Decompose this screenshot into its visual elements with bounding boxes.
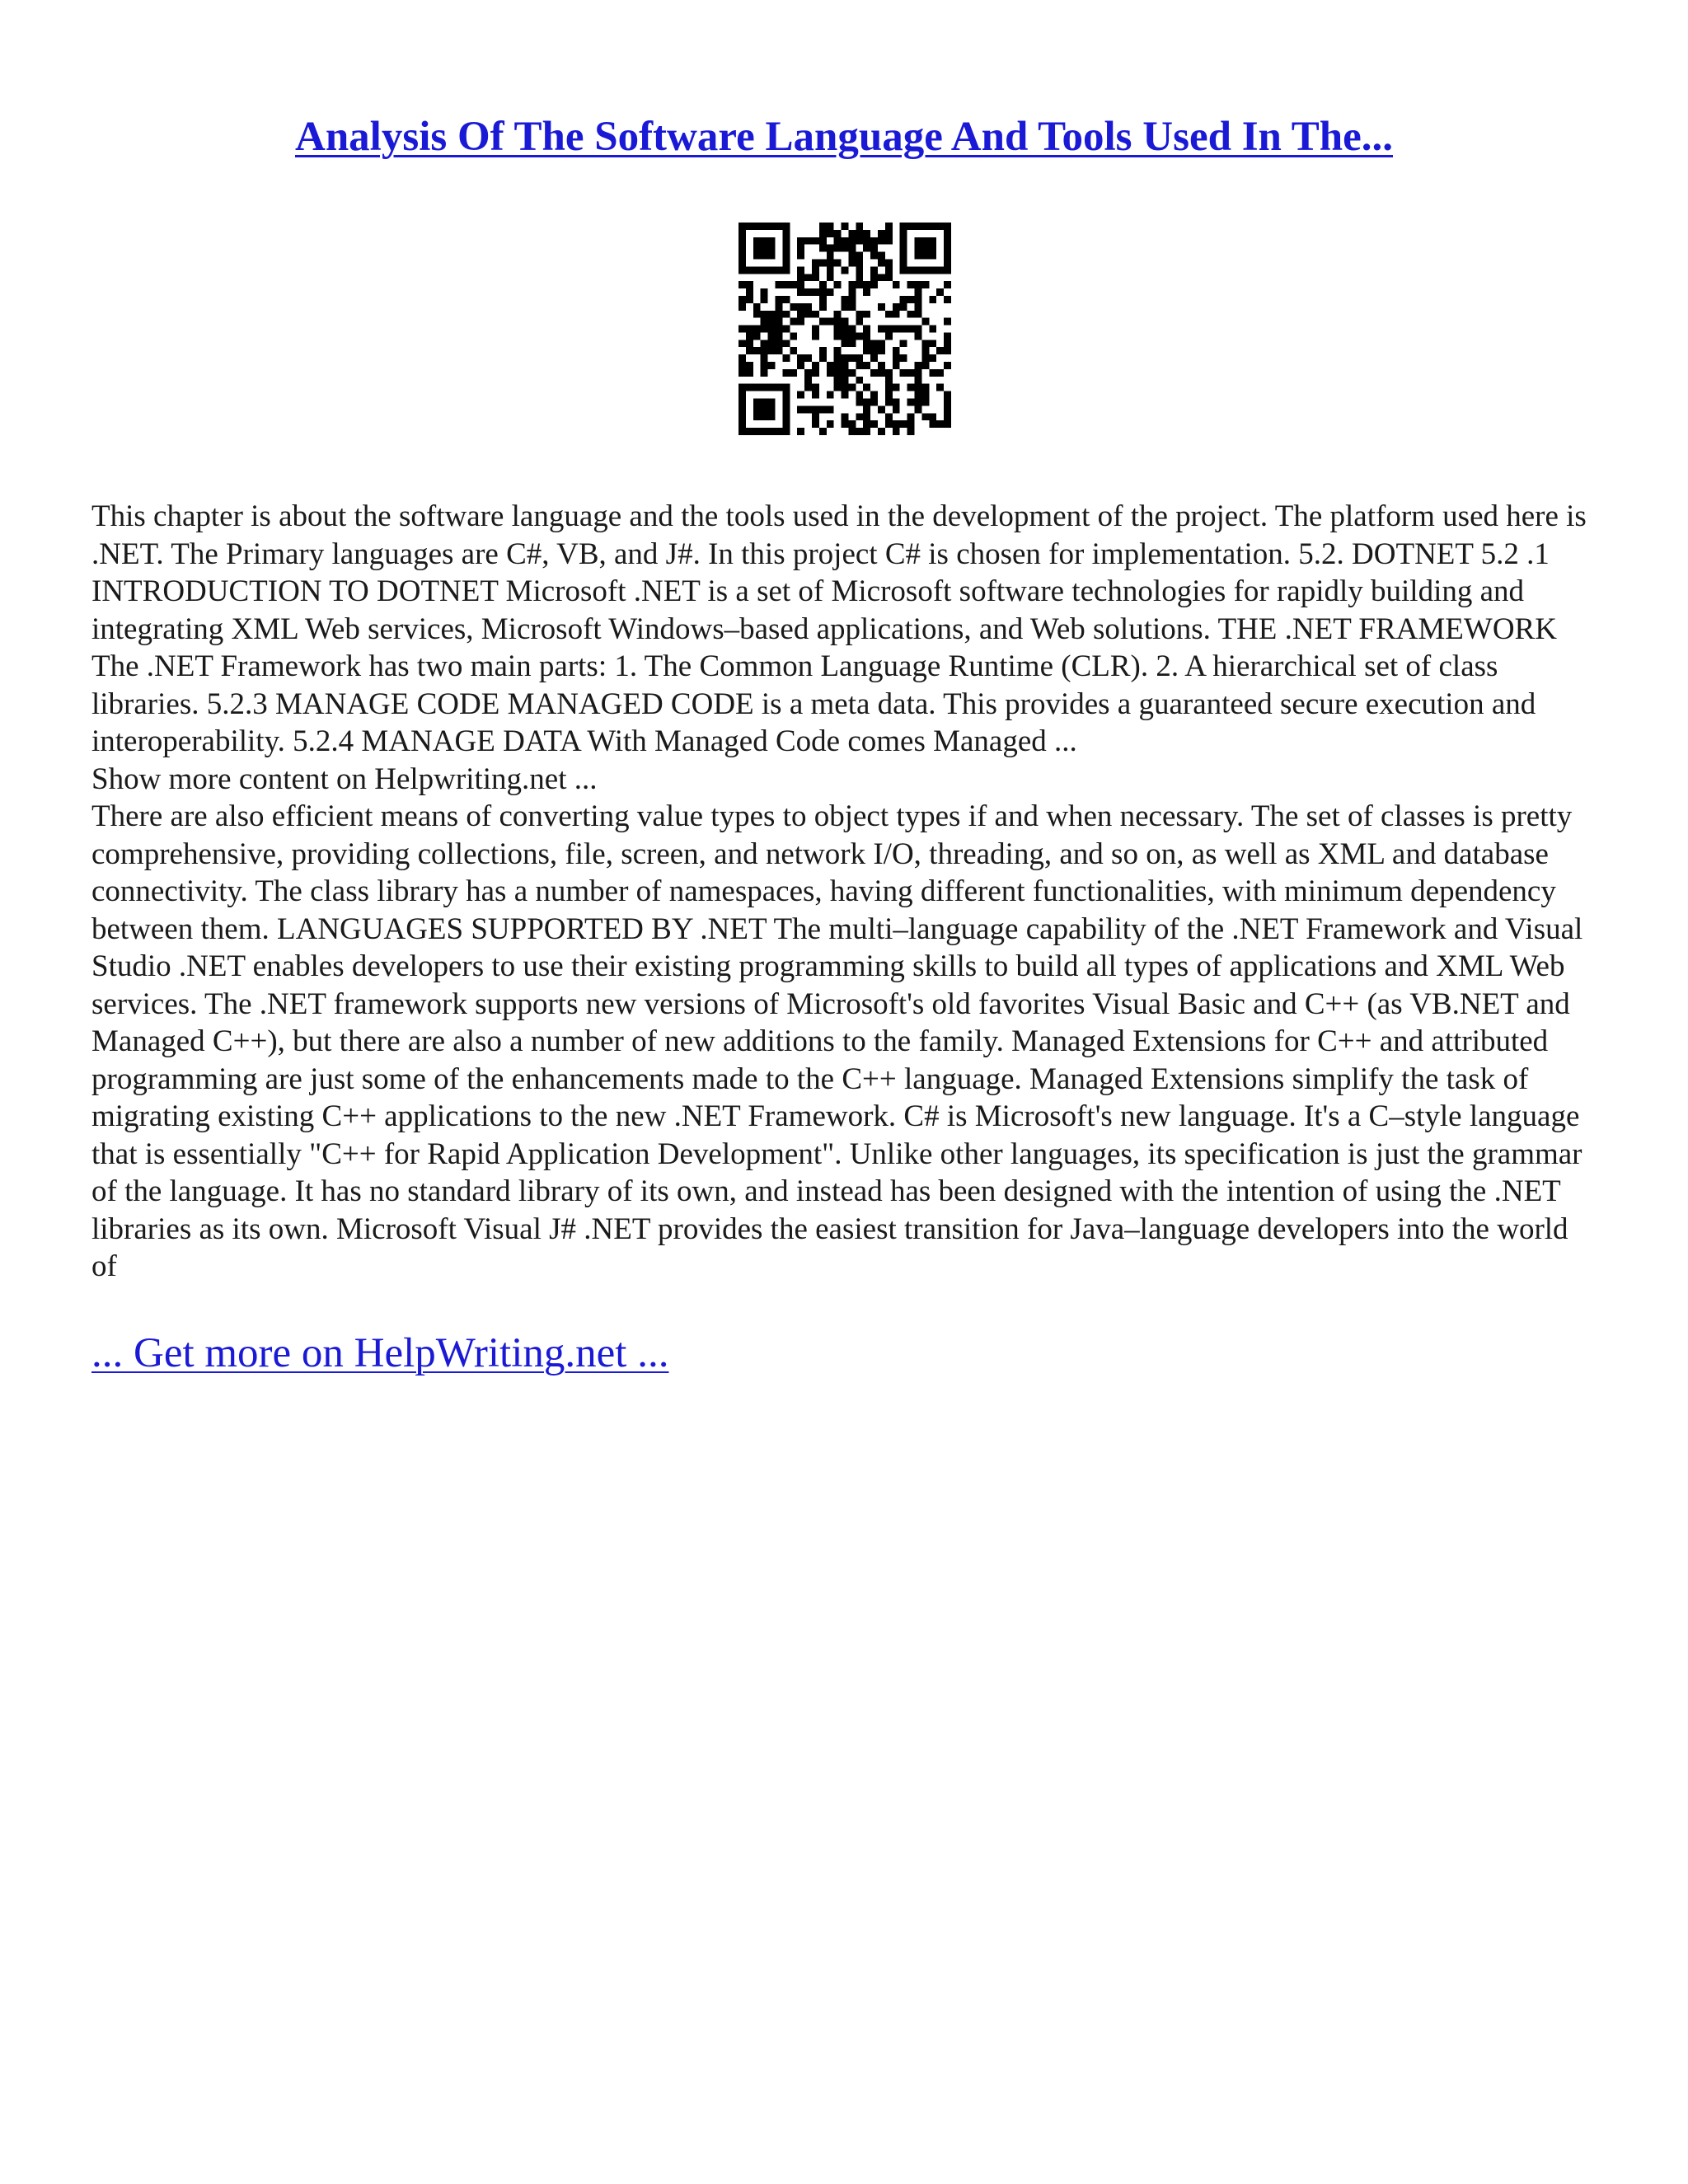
body-paragraph-2: There are also efficient means of converting value types to object types if and when necessary. The set of classes is pretty comprehensive, providing collections, file, screen, and network I/O, threading, and so on, as well as XML and database connectivity. The class library has a number of namespaces, having different functionalities, with minimum dependency between them. LANGUAGES SUPPORTED BY .NET The multi–language capability of the .NET Framework and Visual Studio .NET enables developers to use their existing programming skills to build all types of applications and XML Web services. The .NET framework supports new versions of Microsoft's old favorites Visual Basic and C++ (as VB.NET and Managed C++), but there are also a number of new additions to the family. Managed Extensions for C++ and attributed programming are just some of the enhancements made to the C++ language. Managed Extensions simplify the task of migrating existing C++ applications to the new .NET Framework. C# is Microsoft's new language. It's a C–style language that is essentially "C++ for Rapid Application Development". Unlike other languages, its specification is just the grammar of the language. It has no standard library of its own, and instead has been designed with the intention of using the .NET libraries as its own. Microsoft Visual J# .NET provides the easiest transition for Java–language developers into the world of — [91, 799, 1583, 1283]
qr-code-icon — [738, 223, 951, 435]
document-title-link[interactable]: Analysis Of The Software Language And Tools Used In The... — [294, 114, 1394, 160]
show-more-text: Show more content on Helpwriting.net ... — [91, 762, 598, 796]
document-body — [91, 498, 1600, 1286]
get-more-link[interactable]: ... Get more on HelpWriting.net ... — [91, 1330, 669, 1376]
body-paragraph-1: This chapter is about the software language and the tools used in the development of the project. The platform used here is .NET. The Primary languages are C#, VB, and J#. In this project C# is chosen for implementation. 5.2. DOTNET 5.2 .1 INTRODUCTION TO DOTNET Microsoft .NET is a set of Microsoft software technologies for rapidly building and integrating XML Web services, Microsoft Windows–based applications, and Web solutions. THE .NET FRAMEWORK The .NET Framework has two main parts: 1. The Common Language Runtime (CLR). 2. A hierarchical set of class libraries. 5.2.3 MANAGE CODE MANAGED CODE is a meta data. This provides a guaranteed secure execution and interoperability. 5.2.4 MANAGE DATA With Managed Code comes Managed ... — [91, 499, 1587, 758]
